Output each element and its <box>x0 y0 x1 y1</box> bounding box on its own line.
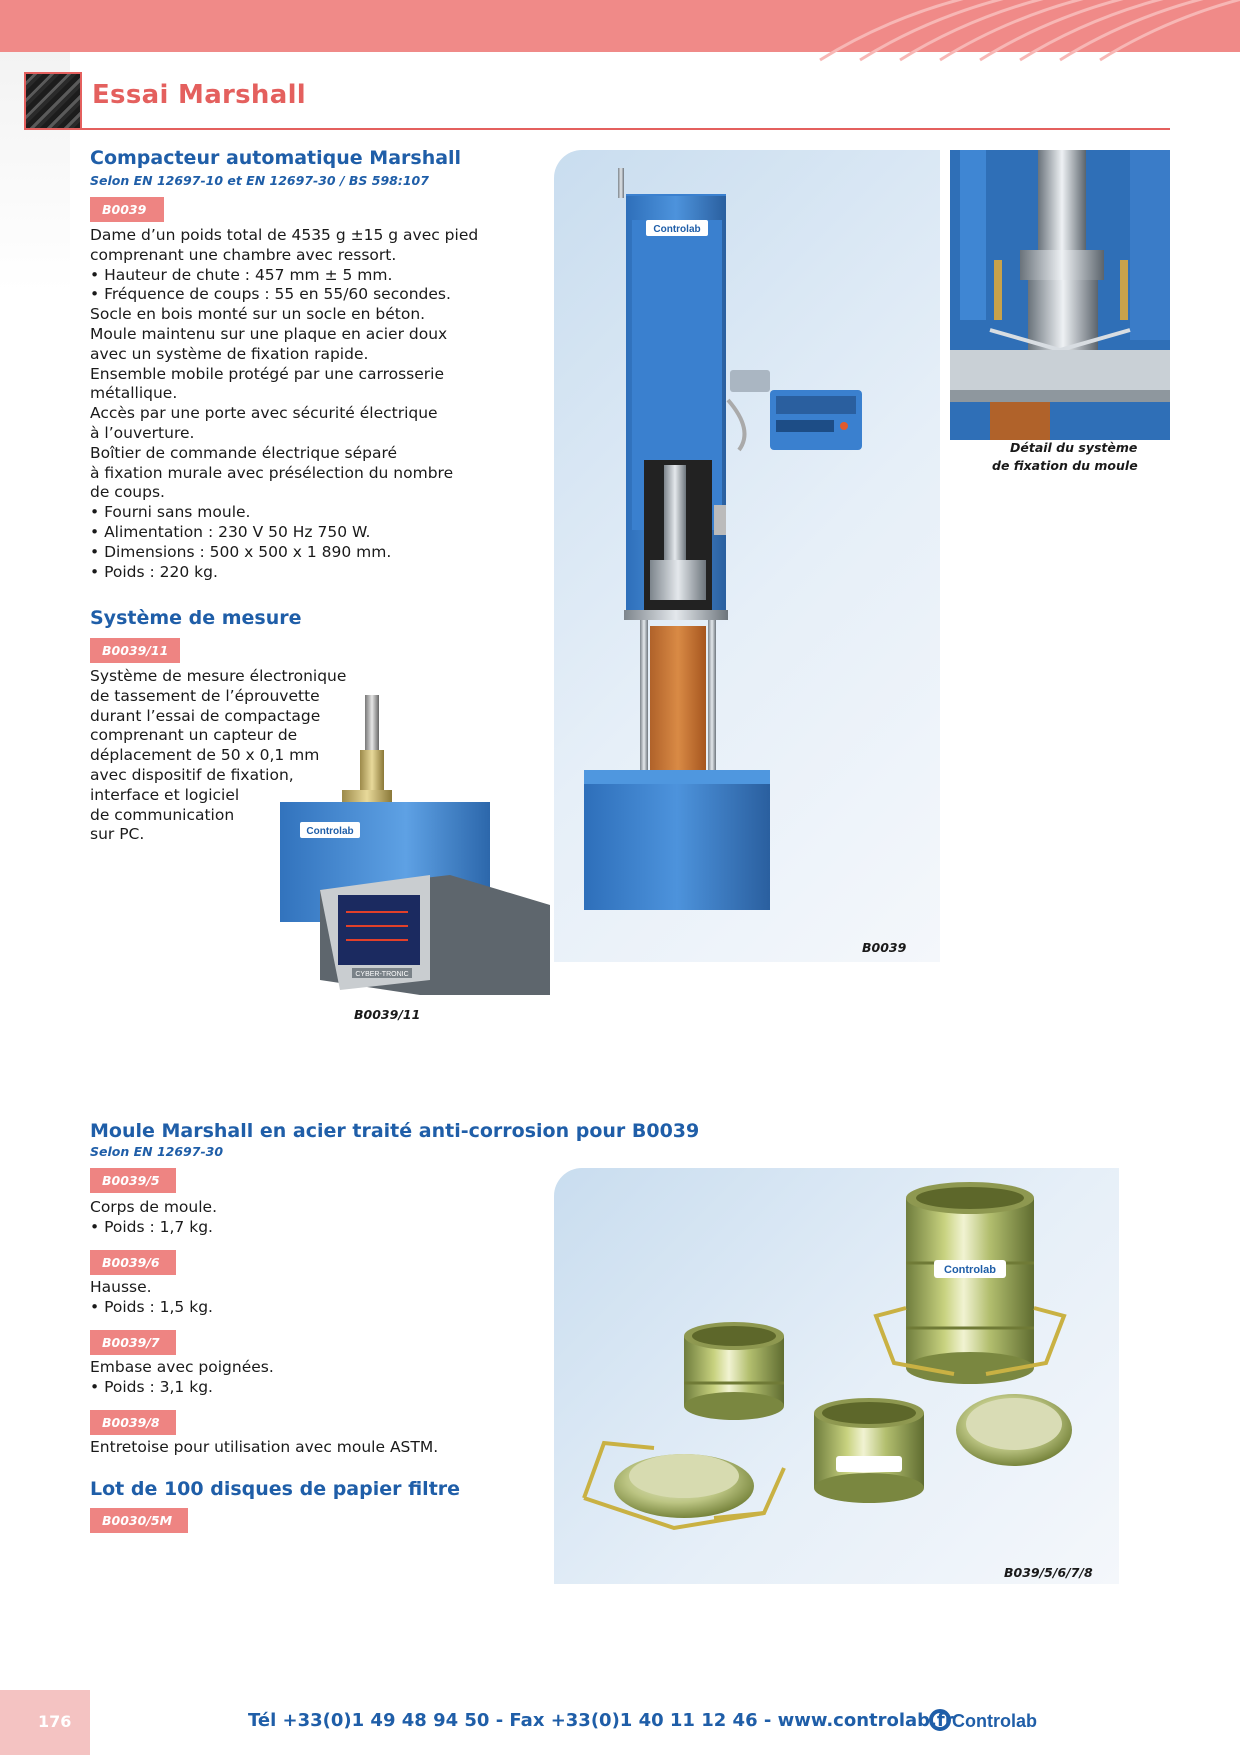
compactor-standard: Selon EN 12697-10 et EN 12697-30 / BS 598:107 <box>90 173 429 188</box>
ref-badge: B0039 <box>90 197 164 222</box>
text-line: Embase avec poignées. <box>90 1358 274 1376</box>
text-line: de coups. <box>90 483 165 502</box>
text-line: • Hauteur de chute : 457 mm ± 5 mm. <box>90 265 393 284</box>
ref-badge: B0030/5M <box>90 1508 188 1533</box>
text-line: métallique. <box>90 384 178 403</box>
text-line: à l’ouverture. <box>90 423 195 442</box>
mould-item-description <box>90 1358 274 1398</box>
text-line: Socle en bois monté sur un socle en béton. <box>90 305 426 324</box>
text-line: • Fréquence de coups : 55 en 55/60 secondes. <box>90 285 451 304</box>
ref-badge: B0039/8 <box>90 1410 176 1435</box>
mould-photo-caption: B039/5/6/7/8 <box>1004 1565 1093 1580</box>
text-line: • Dimensions : 500 x 500 x 1 890 mm. <box>90 542 392 561</box>
compactor-illustration <box>554 150 940 962</box>
text-line: déplacement de 50 x 0,1 mm <box>90 746 320 765</box>
compactor-photo <box>554 150 940 962</box>
footer-contact: Tél +33(0)1 49 48 94 50 - Fax +33(0)1 40 11 12 46 - www.controlab.fr <box>248 1710 954 1731</box>
ref-badge: B0039/6 <box>90 1250 176 1275</box>
mould-brand: Controlab <box>944 1264 996 1276</box>
text-line: Entretoise pour utilisation avec moule ASTM. <box>90 1438 439 1456</box>
text-line: de communication <box>90 805 235 824</box>
text-line: Système de mesure électronique <box>90 667 347 685</box>
mould-illustration <box>554 1168 1119 1584</box>
ref-badge: B0039/5 <box>90 1168 176 1193</box>
text-line: • Poids : 1,5 kg. <box>90 1297 213 1316</box>
text-line: Moule maintenu sur une plaque en acier doux <box>90 324 448 343</box>
text-line: durant l’essai de compactage <box>90 706 321 725</box>
text-line: • Poids : 220 kg. <box>90 562 218 581</box>
text-line: Boîtier de commande électrique séparé <box>90 443 398 462</box>
fixation-detail-photo <box>950 150 1170 440</box>
mould-item-description <box>90 1438 438 1458</box>
compactor-title: Compacteur automatique Marshall <box>90 147 462 169</box>
measure-photo-caption: B0039/11 <box>354 1007 421 1022</box>
text-line: Dame d’un poids total de 4535 g ±15 g avec pied <box>90 226 479 244</box>
mould-title: Moule Marshall en acier traité anti-corrosion pour B0039 <box>90 1120 700 1142</box>
fixation-detail-illustration <box>950 150 1170 440</box>
screen-label: CYBER-TRONIC <box>355 971 409 978</box>
text-line: Accès par une porte avec sécurité électrique <box>90 404 438 423</box>
text-line: Ensemble mobile protégé par une carrosserie <box>90 364 444 383</box>
text-line: de tassement de l’éprouvette <box>90 686 320 705</box>
page-title: Essai Marshall <box>92 80 307 110</box>
text-line: à fixation murale avec présélection du nombre <box>90 463 454 482</box>
text-line: • Alimentation : 230 V 50 Hz 750 W. <box>90 522 371 541</box>
measure-system-photo <box>280 690 550 1010</box>
brand-logo <box>928 1706 1037 1734</box>
text-line: avec dispositif de fixation, <box>90 765 294 784</box>
banner-wave-decoration <box>0 0 1240 52</box>
text-line: interface et logiciel <box>90 785 240 804</box>
page-number: 176 <box>38 1712 72 1731</box>
filter-title: Lot de 100 disques de papier filtre <box>90 1478 461 1500</box>
text-line: • Fourni sans moule. <box>90 503 251 522</box>
text-line: Hausse. <box>90 1278 152 1296</box>
measure-title: Système de mesure <box>90 607 302 629</box>
mould-item-description <box>90 1198 217 1238</box>
text-line: • Poids : 1,7 kg. <box>90 1217 213 1236</box>
compactor-brand: Controlab <box>653 224 701 235</box>
measure-system-illustration <box>280 690 550 1010</box>
measure-brand: Controlab <box>306 826 354 837</box>
controlab-logo <box>928 1706 1037 1734</box>
detail-caption-line1: Détail du système <box>1010 440 1138 455</box>
mould-item-description <box>90 1278 213 1318</box>
text-line: sur PC. <box>90 825 145 844</box>
text-line: avec un système de fixation rapide. <box>90 344 369 363</box>
text-line: • Poids : 3,1 kg. <box>90 1377 213 1396</box>
text-line: comprenant une chambre avec ressort. <box>90 245 397 264</box>
mould-photo <box>554 1168 1119 1584</box>
top-banner <box>0 0 1240 52</box>
tire-tread-icon <box>24 72 82 130</box>
compactor-photo-caption: B0039 <box>862 940 907 955</box>
compactor-description <box>90 226 478 582</box>
text-line: comprenant un capteur de <box>90 726 298 745</box>
mould-standard: Selon EN 12697-30 <box>90 1144 224 1159</box>
ref-badge: B0039/11 <box>90 638 180 663</box>
ref-badge: B0039/7 <box>90 1330 176 1355</box>
title-divider <box>82 128 1170 130</box>
detail-caption-line2: de fixation du moule <box>992 458 1138 473</box>
text-line: Corps de moule. <box>90 1198 217 1216</box>
brand-wordmark: Controlab <box>952 1711 1037 1731</box>
